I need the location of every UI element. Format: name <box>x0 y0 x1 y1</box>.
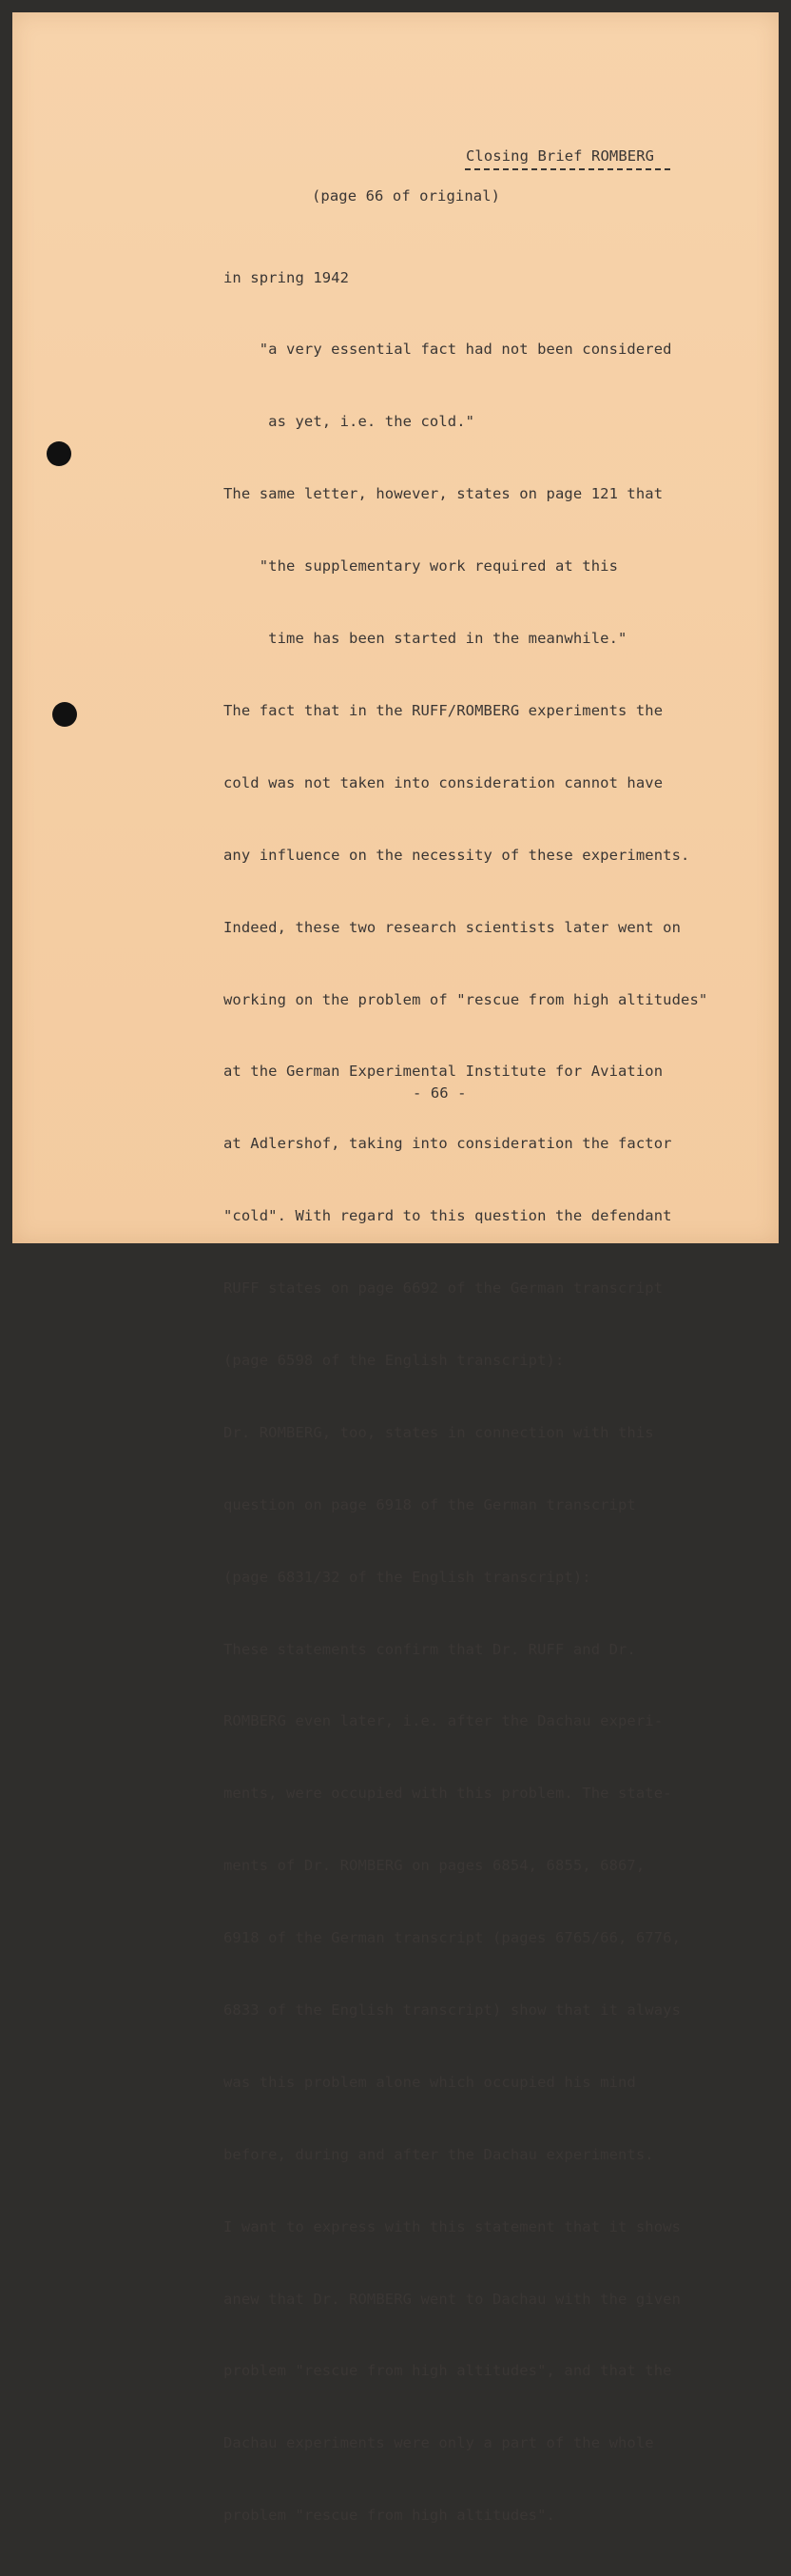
body-line: was this problem alone which occupied his mind <box>223 2073 636 2091</box>
body-line: problem "rescue from high altitudes". <box>223 2507 555 2525</box>
punch-hole <box>52 702 77 727</box>
body-line: time has been started in the meanwhile." <box>223 630 627 648</box>
punch-hole <box>47 441 71 466</box>
page-number: - 66 - <box>413 1084 467 1102</box>
body-line: ments of Dr. ROMBERG on pages 6854, 6855, 6867, <box>223 1857 646 1875</box>
body-line: Indeed, these two research scientists later went on <box>223 918 682 936</box>
body-line: "the supplementary work required at this <box>223 557 618 576</box>
body-line: in spring 1942 <box>223 268 350 286</box>
body-line: I want to express with this statement that it shows <box>223 2217 682 2235</box>
body-line: anew that Dr. ROMBERG went to Dachau with the given <box>223 2290 682 2308</box>
body-line: ROMBERG even later, i.e. after the Dachau experi- <box>223 1712 664 1730</box>
body-line: The same letter, however, states on page 121 that <box>223 485 664 503</box>
body-line: at Adlershof, taking into consideration the factor <box>223 1135 672 1153</box>
body-line: problem "rescue from high altitudes", and that the <box>223 2362 672 2380</box>
body-line: The fact that in the RUFF/ROMBERG experiments the <box>223 701 664 719</box>
page-reference: (page 66 of original) <box>312 187 501 205</box>
body-line: working on the problem of "rescue from high altitudes" <box>223 990 708 1008</box>
document-page <box>12 12 779 2525</box>
body-line: "a very essential fact had not been considered <box>223 341 672 359</box>
body-line: any influence on the necessity of these experiments. <box>223 846 690 864</box>
body-line: at the German Experimental Institute for Aviation <box>223 1063 664 1081</box>
body-line: as yet, i.e. the cold." <box>223 413 475 431</box>
header-underline <box>465 168 670 170</box>
header-title: Closing Brief ROMBERG <box>466 147 655 165</box>
body-text <box>223 218 707 2576</box>
body-line: 6833 of the English transcript) show that it always <box>223 2000 682 2019</box>
body-line: (page 6831/32 of the English transcript): <box>223 1568 591 1586</box>
body-line: cold was not taken into consideration cannot have <box>223 773 664 791</box>
body-line: RUFF states on page 6692 of the German transcript <box>223 1279 664 1298</box>
body-line: 6918 of the German transcript (pages 6765/66, 6776, <box>223 1929 682 1947</box>
body-line: These statements confirm that Dr. RUFF and Dr. <box>223 1640 636 1658</box>
body-line: (page 6598 of the English transcript): <box>223 1351 565 1369</box>
body-line: ments, were occupied with this problem. The state- <box>223 1785 672 1803</box>
body-line: before, during and after the Dachau experiments. <box>223 2145 654 2163</box>
body-line: "cold". With regard to this question the defendant <box>223 1207 672 1225</box>
body-line: Dr. ROMBERG, too, states in connection with this <box>223 1423 654 1441</box>
body-line: question on page 6918 of the German transcript <box>223 1495 636 1513</box>
body-line: Dachau experiments were only a part of the whole <box>223 2434 654 2452</box>
